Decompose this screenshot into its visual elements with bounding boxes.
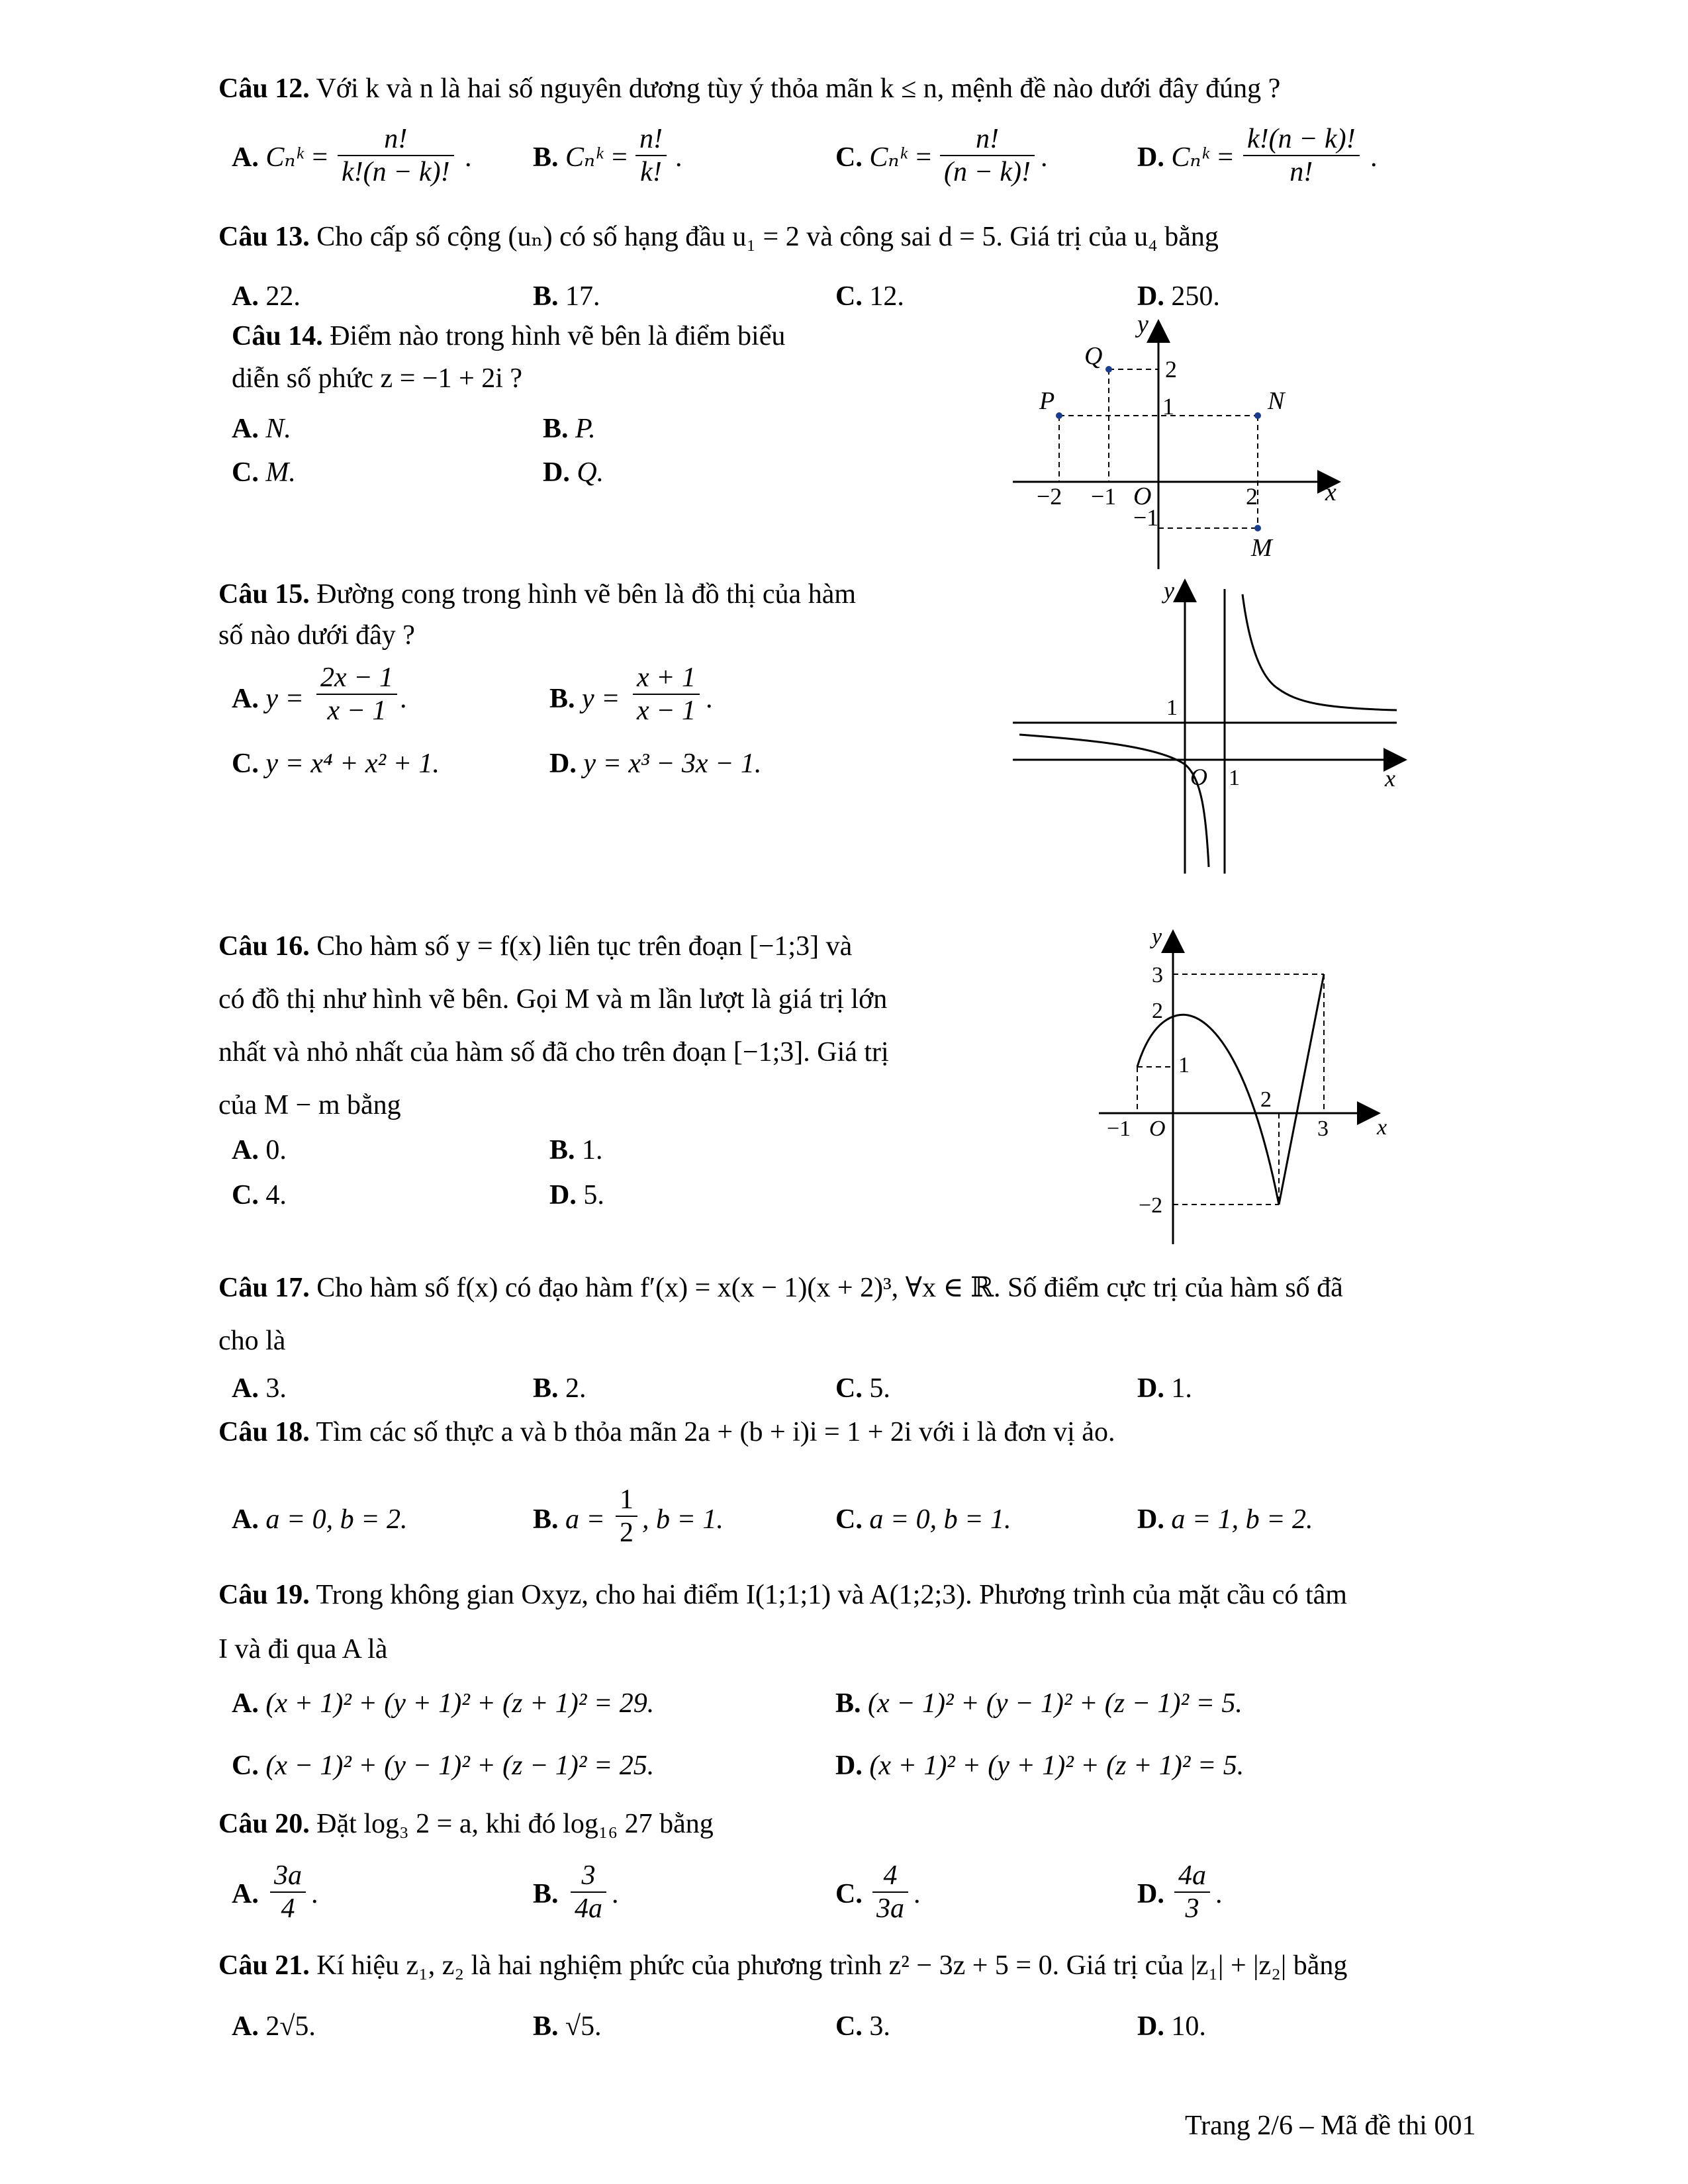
q12-option-a[interactable] <box>232 140 329 175</box>
q13-line <box>218 220 1219 254</box>
option-lhs: Cₙᵏ = <box>869 142 933 173</box>
option-text: 5. <box>869 1373 890 1404</box>
option-label: D. <box>835 1751 863 1781</box>
q19-text1: Trong không gian Oxyz, cho hai điểm I(1;1;1) và A(1;2;3). Phương trình của mặt cầu có tâm <box>316 1580 1347 1610</box>
option-tail: . <box>1370 142 1378 173</box>
tick-x-minus1: −1 <box>1107 1116 1131 1141</box>
option-tail: . <box>706 684 713 714</box>
q19-option-d[interactable] <box>835 1749 1244 1783</box>
fraction-denominator: k! <box>635 155 667 188</box>
option-label: A. <box>232 142 259 173</box>
option-text: y = x⁴ + x² + 1. <box>265 749 440 779</box>
fraction-numerator: n! <box>639 124 663 154</box>
tick-y-2: 2 <box>1165 356 1177 383</box>
option-lhs: Cₙᵏ = <box>565 142 629 173</box>
y-axis-label: y <box>1137 311 1149 338</box>
q12-a-fraction <box>338 123 454 188</box>
q18-option-a[interactable] <box>232 1502 408 1537</box>
q14-head: Câu 14. <box>232 321 323 351</box>
option-text: 250. <box>1171 281 1220 312</box>
q14-line1 <box>232 319 785 353</box>
q20-option-a[interactable] <box>232 1877 259 1911</box>
q21-line <box>218 1948 1347 1983</box>
option-text: 0. <box>265 1135 287 1165</box>
option-text: a = 1, b = 2. <box>1171 1504 1313 1535</box>
q16-option-a[interactable] <box>232 1133 287 1167</box>
option-label: A. <box>232 1373 259 1404</box>
option-text: 2√5. <box>265 2011 316 2042</box>
option-text: M. <box>265 457 296 488</box>
q13-head: Câu 13. <box>218 222 310 252</box>
q12-option-d[interactable] <box>1137 140 1235 175</box>
option-text: 17. <box>565 281 600 312</box>
q16-figure <box>1099 927 1417 1257</box>
q13-option-c[interactable] <box>835 279 904 314</box>
option-text: (x − 1)² + (y − 1)² + (z − 1)² = 25. <box>265 1751 655 1781</box>
y-axis-label: y <box>1164 577 1174 604</box>
q15-a-tail <box>400 682 407 716</box>
option-label: B. <box>533 142 559 173</box>
q20-c-fraction <box>872 1860 908 1925</box>
option-label: C. <box>232 1751 259 1781</box>
q16-line1 <box>218 929 852 964</box>
q16-text4: của M − m bằng <box>218 1090 401 1120</box>
q18-b-fraction <box>616 1484 637 1549</box>
q15-b-tail <box>706 682 713 716</box>
tick-y-1: 1 <box>1166 696 1178 720</box>
label-q: Q <box>1084 342 1103 370</box>
q13-option-d[interactable] <box>1137 279 1220 314</box>
point-q <box>1105 366 1112 373</box>
q20-text: Đặt log₃ 2 = a, khi đó log₁₆ 27 bằng <box>316 1809 714 1839</box>
point-n <box>1254 412 1261 419</box>
option-label: B. <box>533 281 559 312</box>
option-label: B. <box>533 1373 559 1404</box>
q18-b-tail <box>642 1502 724 1537</box>
q12-c-fraction <box>940 123 1035 188</box>
q19-text2: I và đi qua A là <box>218 1634 388 1664</box>
q17-line2 <box>218 1324 285 1358</box>
option-label: D. <box>549 749 577 779</box>
option-lhs: Cₙᵏ = <box>1171 142 1235 173</box>
q14-option-b[interactable] <box>543 412 596 446</box>
option-text: N. <box>265 414 291 444</box>
q17-option-c[interactable] <box>835 1371 890 1406</box>
option-label: A. <box>232 414 259 444</box>
q19-head: Câu 19. <box>218 1580 310 1610</box>
option-label: D. <box>549 1180 577 1210</box>
option-tail: . <box>914 1879 921 1909</box>
q20-d-fraction <box>1174 1860 1210 1925</box>
q20-option-d[interactable] <box>1137 1877 1164 1911</box>
x-axis-label: x <box>1377 1115 1387 1140</box>
option-tail: . <box>1041 142 1048 173</box>
tick-y-1: 1 <box>1162 393 1174 420</box>
q18-option-b[interactable] <box>533 1502 605 1537</box>
option-label: D. <box>1137 142 1164 173</box>
option-label: B. <box>533 2011 559 2042</box>
option-lhs: a = <box>565 1504 605 1535</box>
option-tail: . <box>400 684 407 714</box>
fraction-numerator: x + 1 <box>637 662 696 693</box>
option-label: B. <box>835 1688 861 1719</box>
q20-option-b[interactable] <box>533 1877 559 1911</box>
q15-figure <box>1013 576 1410 880</box>
option-label: A. <box>232 1688 259 1719</box>
option-tail: . <box>465 142 472 173</box>
option-label: D. <box>543 457 570 488</box>
point-p <box>1056 412 1062 419</box>
q21-option-d[interactable] <box>1137 2009 1206 2044</box>
q16-line4 <box>218 1088 401 1122</box>
tick-y-2: 2 <box>1152 999 1163 1023</box>
q19-option-a[interactable] <box>232 1686 654 1721</box>
q12-b-tail <box>675 140 682 175</box>
fraction-numerator: 4a <box>1178 1860 1206 1891</box>
tick-x-1: 1 <box>1229 766 1240 790</box>
option-text: 12. <box>869 281 904 312</box>
q12-head: Câu 12. <box>218 73 310 104</box>
q17-text2: cho là <box>218 1326 286 1356</box>
footer-text: Trang 2/6 – Mã đề thi 001 <box>1185 2111 1476 2141</box>
q14-option-d[interactable] <box>543 455 604 490</box>
q16-option-b[interactable] <box>549 1133 603 1167</box>
q18-head: Câu 18. <box>218 1417 310 1447</box>
option-text: Q. <box>577 457 604 488</box>
tick-y-3: 3 <box>1152 963 1163 987</box>
option-text: (x − 1)² + (y − 1)² + (z − 1)² = 5. <box>868 1688 1243 1719</box>
q15-option-d[interactable] <box>549 747 761 781</box>
q14-text1: Điểm nào trong hình vẽ bên là điểm biểu <box>330 321 786 351</box>
fraction-denominator: x − 1 <box>633 694 700 727</box>
q15-head: Câu 15. <box>218 579 310 610</box>
fraction-denominator: n! <box>1243 155 1360 188</box>
q15-option-b[interactable] <box>549 682 620 716</box>
option-label: B. <box>533 1879 559 1909</box>
q20-b-fraction <box>571 1860 606 1925</box>
option-label: C. <box>232 749 259 779</box>
option-text: a = 0, b = 2. <box>265 1504 408 1535</box>
q17-text1: Cho hàm số f(x) có đạo hàm f′(x) = x(x − 1)(x + 2)³, ∀x ∈ ℝ. Số điểm cực trị của hàm số đã <box>316 1273 1343 1303</box>
option-label: D. <box>1137 1373 1164 1404</box>
y-axis-label: y <box>1152 927 1162 949</box>
q15-text1: Đường cong trong hình vẽ bên là đồ thị của hàm <box>316 579 856 610</box>
option-label: B. <box>543 414 569 444</box>
option-text: 1. <box>582 1135 603 1165</box>
q17-option-b[interactable] <box>533 1371 586 1406</box>
option-label: C. <box>835 1504 863 1535</box>
fraction-numerator: k!(n − k)! <box>1247 124 1356 154</box>
option-label: A. <box>232 684 259 714</box>
q12-d-fraction <box>1243 123 1360 188</box>
q20-a-fraction <box>270 1860 306 1925</box>
q17-option-d[interactable] <box>1137 1371 1192 1406</box>
option-lhs: y = <box>582 684 620 714</box>
q16-line2 <box>218 982 887 1017</box>
option-text: √5. <box>565 2011 602 2042</box>
q20-a-tail <box>311 1877 318 1911</box>
q13-option-b[interactable] <box>533 279 600 314</box>
q15-option-c[interactable] <box>232 747 440 781</box>
q16-text3: nhất và nhỏ nhất của hàm số đã cho trên đoạn [−1;3]. Giá trị <box>218 1037 889 1068</box>
fraction-denominator: (n − k)! <box>940 155 1035 188</box>
fraction-numerator: 3 <box>581 1860 596 1891</box>
tick-x-minus1: −1 <box>1091 483 1117 510</box>
fraction-denominator: k!(n − k)! <box>338 155 454 188</box>
option-text: 1. <box>1171 1373 1192 1404</box>
q12-text: Với k và n là hai số nguyên dương tùy ý thỏa mãn k ≤ n, mệnh đề nào dưới đây đúng ? <box>316 73 1281 104</box>
fraction-denominator: 2 <box>616 1516 637 1549</box>
q20-option-c[interactable] <box>835 1877 863 1911</box>
q15-b-fraction <box>633 662 700 727</box>
q14-option-a[interactable] <box>232 412 291 446</box>
option-text: P. <box>575 414 596 444</box>
option-text: 3. <box>265 1373 287 1404</box>
q14-line2 <box>232 361 522 396</box>
tick-x-2: 2 <box>1260 1087 1272 1112</box>
fraction-numerator: n! <box>384 124 408 154</box>
q19-option-b[interactable] <box>835 1686 1243 1721</box>
tick-x-2: 2 <box>1246 483 1258 510</box>
q18-option-d[interactable] <box>1137 1502 1313 1537</box>
origin-label: O <box>1149 1116 1166 1141</box>
origin-label: O <box>1190 764 1207 790</box>
option-tail: . <box>1215 1879 1223 1909</box>
q16-line3 <box>218 1035 889 1069</box>
q16-head: Câu 16. <box>218 931 310 962</box>
q15-line2 <box>218 618 415 653</box>
label-p: P <box>1039 387 1055 415</box>
option-text: 22. <box>265 281 301 312</box>
option-label: A. <box>232 2011 259 2042</box>
tick-y-minus2: −2 <box>1139 1193 1163 1218</box>
label-m: M <box>1251 534 1272 562</box>
option-label: C. <box>835 142 863 173</box>
fraction-numerator: 3a <box>274 1860 302 1891</box>
fraction-denominator: 4 <box>270 1891 306 1925</box>
option-text: a = 0, b = 1. <box>869 1504 1011 1535</box>
curve-left-branch <box>1019 735 1209 867</box>
q18-option-c[interactable] <box>835 1502 1011 1537</box>
q17-line1 <box>218 1271 1343 1305</box>
option-tail: , b = 1. <box>642 1504 724 1535</box>
origin-label: O <box>1133 482 1152 510</box>
function-curve <box>1137 974 1324 1205</box>
q18-line <box>218 1415 1115 1449</box>
q18-text: Tìm các số thực a và b thỏa mãn 2a + (b + i)i = 1 + 2i với i là đơn vị ảo. <box>316 1417 1115 1447</box>
option-label: C. <box>232 457 259 488</box>
fraction-denominator: 3 <box>1174 1891 1210 1925</box>
q15-line1 <box>218 577 856 612</box>
fraction-denominator: 3a <box>872 1891 908 1925</box>
x-axis-label: x <box>1325 478 1336 506</box>
q12-c-tail <box>1041 140 1048 175</box>
fraction-numerator: 4 <box>883 1860 898 1891</box>
fraction-denominator: 4a <box>571 1891 606 1925</box>
q20-head: Câu 20. <box>218 1809 310 1839</box>
option-label: D. <box>1137 2011 1164 2042</box>
option-text: (x + 1)² + (y + 1)² + (z + 1)² = 29. <box>265 1688 655 1719</box>
x-axis-label: x <box>1385 765 1395 792</box>
q17-head: Câu 17. <box>218 1273 310 1303</box>
option-label: C. <box>835 2011 863 2042</box>
q13-text: Cho cấp số cộng (uₙ) có số hạng đầu u₁ = 2 và công sai d = 5. Giá trị của u₄ bằng <box>316 222 1219 252</box>
q16-option-d[interactable] <box>549 1178 604 1212</box>
tick-x-3: 3 <box>1317 1116 1329 1141</box>
option-tail: . <box>311 1879 318 1909</box>
fraction-numerator: 1 <box>620 1484 633 1515</box>
q12-a-tail <box>465 140 472 175</box>
option-tail: . <box>675 142 682 173</box>
q12-b-fraction <box>635 123 667 188</box>
q16-option-c[interactable] <box>232 1178 287 1212</box>
curve-right-branch <box>1243 594 1397 710</box>
option-text: 5. <box>583 1180 604 1210</box>
option-text: (x + 1)² + (y + 1)² + (z + 1)² = 5. <box>869 1751 1244 1781</box>
option-lhs: y = <box>265 684 304 714</box>
q20-line <box>218 1807 714 1841</box>
option-label: A. <box>232 281 259 312</box>
q12-option-b[interactable] <box>533 140 629 175</box>
q13-option-a[interactable] <box>232 279 301 314</box>
q20-b-tail <box>612 1877 619 1911</box>
option-text: 3. <box>869 2011 890 2042</box>
fraction-denominator: x − 1 <box>316 694 397 727</box>
q12-line <box>218 71 1280 106</box>
option-text: 2. <box>565 1373 586 1404</box>
q20-d-tail <box>1215 1877 1223 1911</box>
option-label: D. <box>1137 1879 1164 1909</box>
q15-text2: số nào dưới đây ? <box>218 620 415 651</box>
q12-option-c[interactable] <box>835 140 933 175</box>
option-label: A. <box>232 1879 259 1909</box>
option-label: B. <box>549 1135 575 1165</box>
option-tail: . <box>612 1879 619 1909</box>
dashed-guides <box>1137 974 1324 1205</box>
q15-a-fraction <box>316 662 397 727</box>
page-footer <box>1185 2109 1476 2143</box>
q20-c-tail <box>914 1877 921 1911</box>
option-label: C. <box>835 1879 863 1909</box>
q14-option-c[interactable] <box>232 455 296 490</box>
option-label: C. <box>835 1373 863 1404</box>
q12-d-tail <box>1370 140 1378 175</box>
q16-text1: Cho hàm số y = f(x) liên tục trên đoạn [−1;3] và <box>316 931 853 962</box>
tick-y-1: 1 <box>1178 1053 1190 1077</box>
option-label: A. <box>232 1504 259 1535</box>
q16-text2: có đồ thị như hình vẽ bên. Gọi M và m lần lượt là giá trị lớn <box>218 984 888 1015</box>
option-label: C. <box>835 281 863 312</box>
q21-option-c[interactable] <box>835 2009 890 2044</box>
option-text: 10. <box>1171 2011 1206 2042</box>
q17-option-a[interactable] <box>232 1371 287 1406</box>
q19-option-c[interactable] <box>232 1749 654 1783</box>
q15-option-a[interactable] <box>232 682 304 716</box>
option-label: B. <box>533 1504 559 1535</box>
option-label: D. <box>1137 281 1164 312</box>
label-n: N <box>1268 387 1285 415</box>
option-label: C. <box>232 1180 259 1210</box>
tick-x-minus2: −2 <box>1037 483 1062 510</box>
q19-line2 <box>218 1632 387 1666</box>
q21-text: Kí hiệu z₁, z₂ là hai nghiệm phức của phương trình z² − 3z + 5 = 0. Giá trị của |z₁| + |z₂| bằng <box>316 1950 1348 1981</box>
q14-text2: diễn số phức z = −1 + 2i ? <box>232 363 523 394</box>
q21-head: Câu 21. <box>218 1950 310 1981</box>
q14-figure <box>1006 311 1350 576</box>
option-lhs: Cₙᵏ = <box>265 142 330 173</box>
fraction-numerator: 2x − 1 <box>320 662 393 693</box>
option-text: y = x³ − 3x − 1. <box>583 749 762 779</box>
q21-option-a[interactable] <box>232 2009 316 2044</box>
option-label: D. <box>1137 1504 1164 1535</box>
option-label: B. <box>549 684 575 714</box>
option-label: A. <box>232 1135 259 1165</box>
fraction-numerator: n! <box>975 124 999 154</box>
q19-line1 <box>218 1578 1347 1612</box>
tick-y-minus1: −1 <box>1133 504 1159 531</box>
point-m <box>1254 525 1261 531</box>
option-text: 4. <box>265 1180 287 1210</box>
q21-option-b[interactable] <box>533 2009 602 2044</box>
